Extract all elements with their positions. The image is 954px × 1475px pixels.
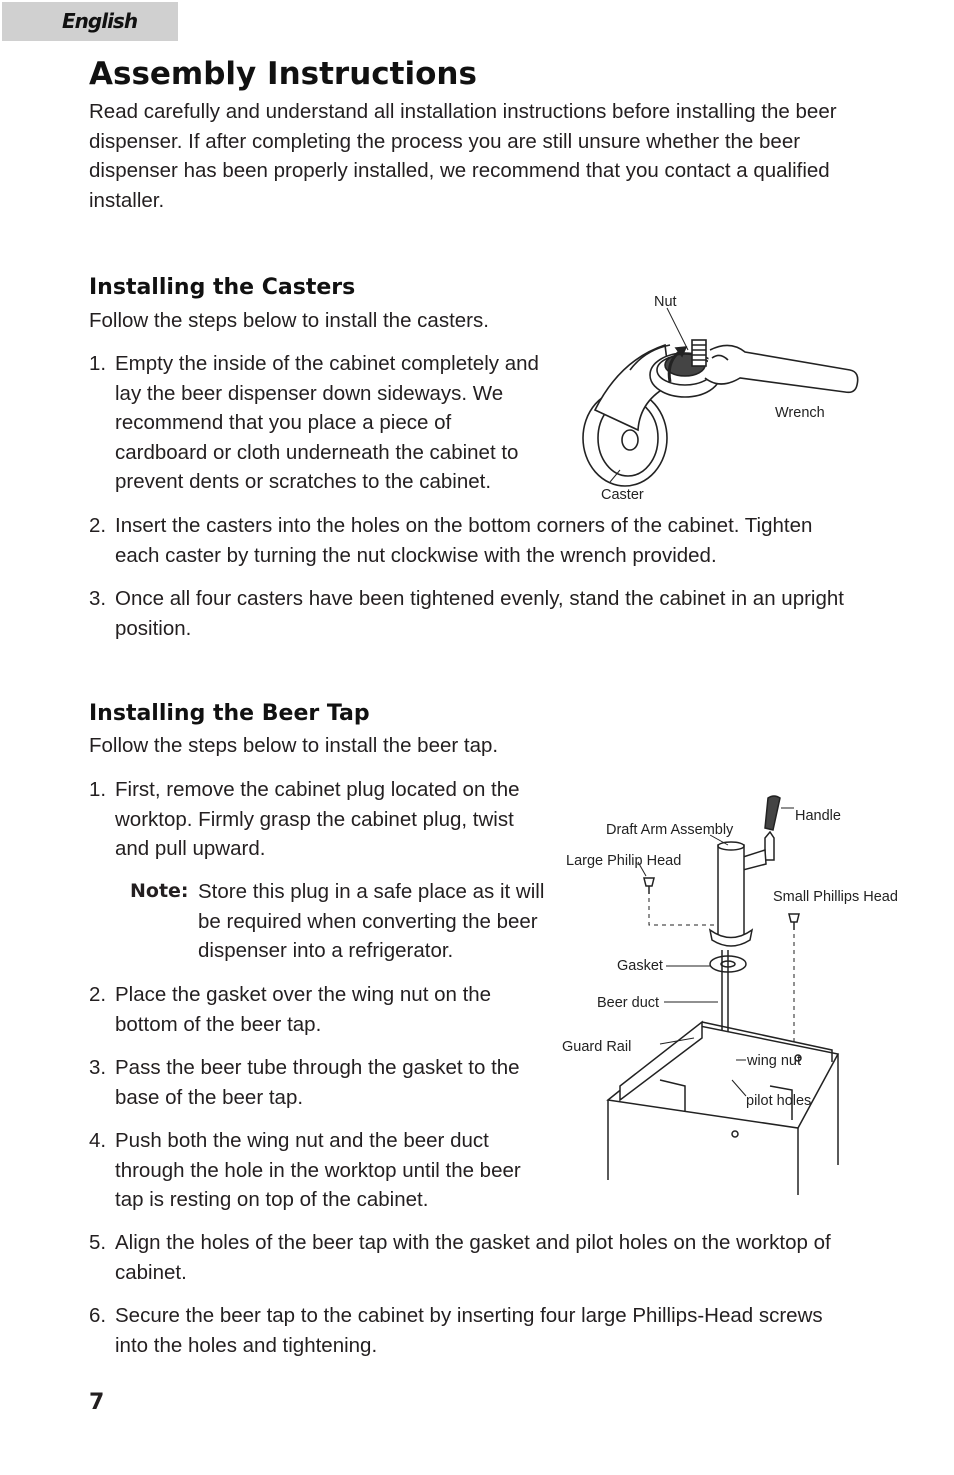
step-line: Secure the beer tap to the cabinet by inserting four large Phillips-Head screws [115, 1304, 823, 1327]
step-line: through the hole in the worktop until the beer [115, 1158, 521, 1182]
step-number: 5. [89, 1231, 107, 1254]
step-number: 6. [89, 1304, 107, 1327]
figure-label-handle: Handle [795, 808, 841, 824]
step-line: Insert the casters into the holes on the bottom corners of the cabinet. Tighten [115, 514, 813, 537]
step-line: Pass the beer tube through the gasket to the [115, 1056, 520, 1079]
step-line: Empty the inside of the cabinet completely and [115, 352, 539, 375]
step-number: 2. [89, 514, 107, 537]
intro-line: dispenser has been properly installed, we recommend that you contact a qualified [89, 159, 830, 182]
figure-label-nut: Nut [654, 294, 677, 310]
step-line: Place the gasket over the wing nut on the [115, 983, 492, 1006]
step-line: bottom of the beer tap. [115, 1012, 322, 1036]
casters-lead: Follow the steps below to install the casters. [89, 309, 489, 332]
step-line: cabinet. [115, 1260, 187, 1284]
step-line: each caster by turning the nut clockwise with the wrench provided. [115, 543, 717, 567]
step-line: position. [115, 616, 192, 640]
step-number: 2. [89, 983, 107, 1006]
figure-label-small-phillips-head: Small Phillips Head [773, 889, 898, 905]
step-number: 3. [89, 587, 107, 610]
figure-label-pilot-holes: pilot holes [746, 1093, 812, 1109]
beer-tap-heading: Installing the Beer Tap [89, 701, 370, 726]
note-label: Note: [130, 880, 189, 902]
step-line: worktop. Firmly grasp the cabinet plug, twist [115, 807, 514, 831]
step-line: Once all four casters have been tightened evenly, stand the cabinet in an upright [115, 587, 844, 610]
figure-label-caster: Caster [601, 487, 644, 503]
figure-label-wing-nut: wing nut [747, 1053, 802, 1069]
note-line: dispenser into a refrigerator. [198, 939, 454, 962]
intro-paragraph [89, 97, 837, 215]
intro-line: installer. [89, 188, 165, 212]
figure-label-gasket: Gasket [617, 958, 663, 974]
intro-line: dispenser. If after completing the process you are still unsure whether the beer [89, 129, 801, 153]
step-line: Align the holes of the beer tap with the gasket and pilot holes on the worktop of [115, 1231, 831, 1254]
step-line: prevent dents or scratches to the cabinet. [115, 470, 492, 493]
step-line: recommend that you place a piece of [115, 411, 452, 434]
figure-label-beer-duct: Beer duct [597, 995, 660, 1011]
note-line: Store this plug in a safe place as it will [198, 880, 545, 903]
step-line: and pull upward. [115, 837, 266, 860]
step-line: First, remove the cabinet plug located on the [115, 778, 520, 801]
step-number: 3. [89, 1056, 107, 1079]
language-tab-label: English [62, 9, 138, 33]
figure-label-guard-rail: Guard Rail [562, 1039, 632, 1055]
figure-label-wrench: Wrench [775, 405, 825, 421]
page-number: 7 [89, 1390, 105, 1415]
casters-heading: Installing the Casters [89, 275, 356, 300]
step-number: 1. [89, 778, 107, 801]
step-line: base of the beer tap. [115, 1085, 304, 1109]
step-line: lay the beer dispenser down sideways. We [115, 381, 504, 405]
step-number: 4. [89, 1129, 107, 1152]
note-line: be required when converting the beer [198, 909, 538, 933]
step-line: into the holes and tightening. [115, 1333, 378, 1357]
figure-label-draft-arm: Draft Arm Assembly [606, 822, 734, 838]
step-number: 1. [89, 352, 107, 375]
figure-label-large-philip-head: Large Philip Head [566, 853, 682, 869]
step-line: Push both the wing nut and the beer duct [115, 1129, 489, 1152]
caster-wrench-illustration [570, 290, 870, 510]
beer-tap-lead: Follow the steps below to install the beer tap. [89, 734, 499, 757]
intro-line: Read carefully and understand all installation instructions before installing the beer [89, 100, 837, 123]
page-title: Assembly Instructions [89, 56, 477, 92]
step-line: tap is resting on top of the cabinet. [115, 1188, 429, 1211]
step-line: cardboard or cloth underneath the cabinet to [115, 440, 519, 464]
language-tab [2, 2, 178, 41]
